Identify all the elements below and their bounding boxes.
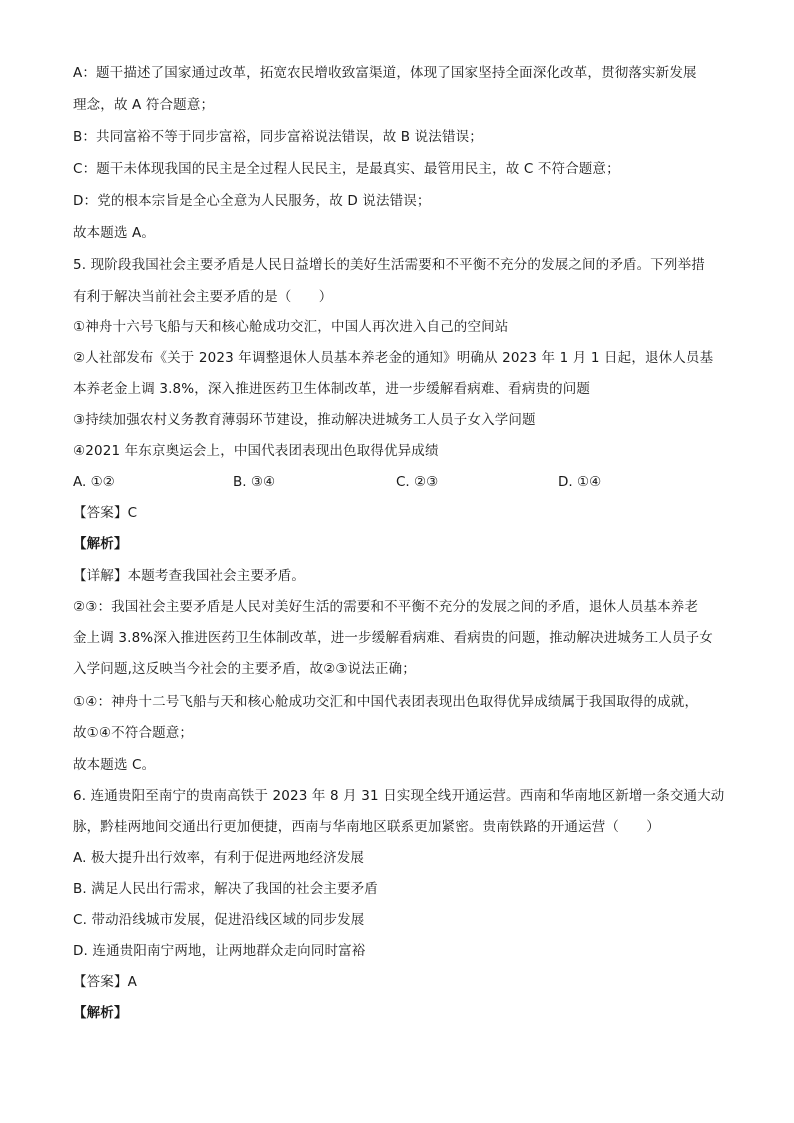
- question-6-stem: 脉，黔桂两地间交通出行更加便捷，西南与华南地区联系更加紧密。贵南铁路的开通运营（ ）: [73, 819, 660, 835]
- text-line: A：题干描述了国家通过改革，拓宽农民增收致富渠道，体现了国家坚持全面深化改革，贯彻落实新发展: [73, 65, 697, 81]
- detail-line: 金上调 3.8%深入推进医药卫生体制改革，进一步缓解看病难、看病贵的问题，推动解决进城务工人员子女: [73, 630, 713, 646]
- detail-line: ①④：神舟十二号飞船与天和核心舱成功交汇和中国代表团表现出色取得优异成绩属于我国取得的成就，: [73, 694, 699, 710]
- text-line: D：党的根本宗旨是全心全意为人民服务，故 D 说法错误；: [73, 193, 431, 209]
- question-5-stem: 5. 现阶段我国社会主要矛盾是人民日益增长的美好生活需要和不平衡不充分的发展之间的矛盾。下列举措: [73, 257, 705, 273]
- option-a: A. ①②: [73, 474, 115, 490]
- option-b: B. 满足人民出行需求，解决了我国的社会主要矛盾: [73, 881, 378, 897]
- question-5-item: ③持续加强农村义务教育薄弱环节建设，推动解决进城务工人员子女入学问题: [73, 412, 536, 428]
- option-c: C. ②③: [396, 474, 439, 490]
- question-5-item: ④2021 年东京奥运会上，中国代表团表现出色取得优异成绩: [73, 443, 439, 459]
- option-c: C. 带动沿线城市发展，促进沿线区域的同步发展: [73, 912, 365, 928]
- option-d: D. 连通贵阳南宁两地，让两地群众走向同时富裕: [73, 943, 366, 959]
- text-line: 理念，故 A 符合题意；: [73, 97, 215, 113]
- question-5-stem: 有利于解决当前社会主要矛盾的是（ ）: [73, 289, 333, 305]
- detail-line: 故本题选 C。: [73, 757, 156, 773]
- option-b: B. ③④: [233, 474, 276, 490]
- text-line: 故本题选 A。: [73, 225, 156, 241]
- option-a: A. 极大提升出行效率，有利于促进两地经济发展: [73, 850, 365, 866]
- detail-line: ②③：我国社会主要矛盾是人民对美好生活的需要和不平衡不充分的发展之间的矛盾，退休人员基本养老: [73, 599, 699, 615]
- question-5-item: 本养老金上调 3.8%，深入推进医药卫生体制改革，进一步缓解看病难、看病贵的问题: [73, 381, 591, 397]
- detail-line: 入学问题,这反映当今社会的主要矛盾，故②③说法正确；: [73, 661, 416, 677]
- text-line: B：共同富裕不等于同步富裕，同步富裕说法错误，故 B 说法错误；: [73, 129, 483, 145]
- answer-label: 【答案】C: [73, 505, 138, 521]
- analysis-label: 【解析】: [73, 1005, 128, 1021]
- question-5-item: ②人社部发布《关于 2023 年调整退休人员基本养老金的通知》明确从 2023 年 1 月 1 日起，退休人员基: [73, 350, 714, 366]
- answer-label: 【答案】A: [73, 974, 137, 990]
- detail-line: 故①④不符合题意；: [73, 725, 194, 741]
- detail-line: 【详解】本题考查我国社会主要矛盾。: [73, 568, 306, 584]
- question-6-stem: 6. 连通贵阳至南宁的贵南高铁于 2023 年 8 月 31 日实现全线开通运营。西南和华南地区新增一条交通大动: [73, 788, 725, 804]
- analysis-label: 【解析】: [73, 536, 128, 552]
- question-5-item: ①神舟十六号飞船与天和核心舱成功交汇，中国人再次进入自己的空间站: [73, 319, 509, 335]
- option-d: D. ①④: [558, 474, 602, 490]
- text-line: C：题干未体现我国的民主是全过程人民民主，是最真实、最管用民主，故 C 不符合题意；: [73, 161, 620, 177]
